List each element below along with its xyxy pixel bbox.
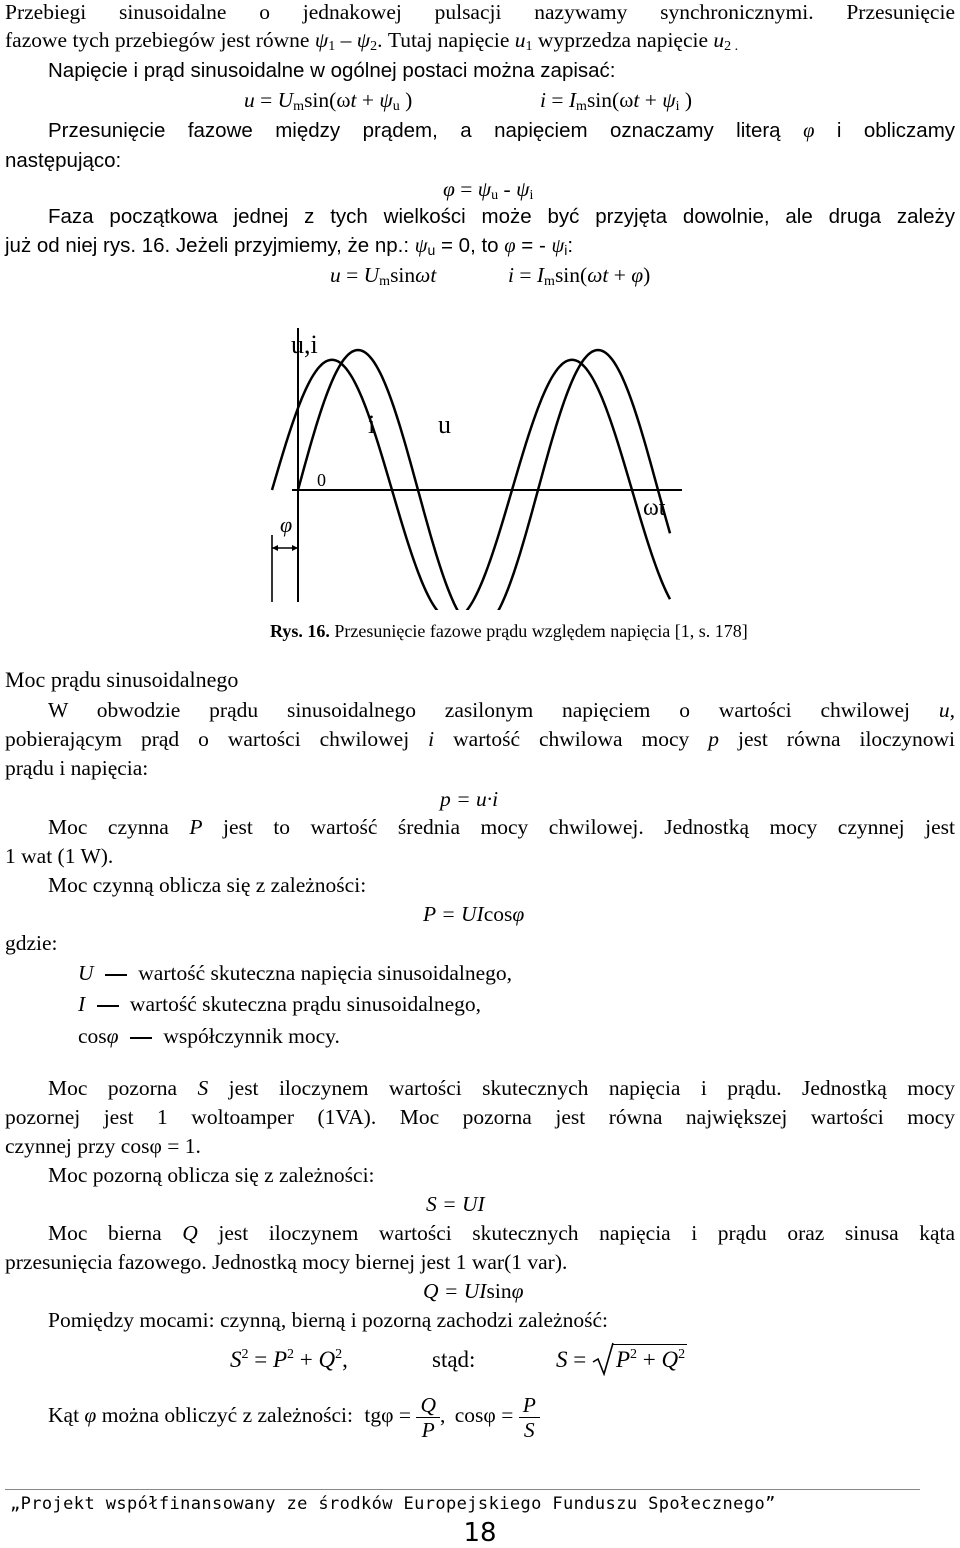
apparent-line3: czynnej przy cosφ = 1.: [5, 1134, 201, 1158]
page-number: 18: [463, 1518, 497, 1548]
reactive-line1: Moc bierna Q jest iloczynem wartości skutecznych napięcia i prądu oraz sinusa kąta: [48, 1221, 955, 1245]
apparent-line2: pozornej jest 1 woltoamper (1VA). Moc pozorna jest równa największej wartości mocy: [5, 1105, 955, 1129]
tg-fraction: $\frac{Q}{P}$: [416, 1393, 440, 1442]
footer-rule: [5, 1489, 920, 1490]
intro-line-6: następująco:: [5, 149, 122, 172]
phi-arrowhead-left: [272, 545, 278, 551]
current-curve: [272, 360, 670, 610]
intro-line-3: Napięcie i prąd sinusoidalne w ogólnej postaci można zapisać:: [48, 59, 616, 82]
sqrt: $P^2 + Q^2$: [592, 1346, 687, 1374]
power-p1-line1: W obwodzie prądu sinusoidalnego zasilonym napięciem o wartości chwilowej u,: [48, 698, 955, 722]
def-cos: cosφ współczynnik mocy.: [78, 1024, 340, 1048]
dash: [97, 1005, 119, 1007]
relation-intro: Pomiędzy mocami: czynną, bierną i pozorną zachodzi zależność:: [48, 1308, 608, 1332]
x-axis-label: ωt: [643, 495, 666, 521]
apparent-line1: Moc pozorna S jest iloczynem wartości skutecznych napięcia i prądu. Jednostką mocy: [48, 1076, 956, 1100]
formula-apparent-power: S = UI: [426, 1192, 485, 1216]
apparent-intro: Moc pozorną oblicza się z zależności:: [48, 1163, 375, 1187]
reactive-line2: przesunięcia fazowego. Jednostką mocy biernej jest 1 war(1 var).: [5, 1250, 568, 1274]
sqrt-sign: [592, 1342, 614, 1376]
voltage-curve: [298, 350, 670, 610]
origin-label: 0: [317, 470, 326, 490]
stad-label: stąd:: [432, 1347, 476, 1372]
gdzie-label: gdzie:: [5, 931, 58, 955]
formula-S-sqrt: S = $P^2 + Q^2$: [556, 1346, 687, 1374]
dash: [130, 1037, 152, 1039]
power-p1-line3: prądu i napięcia:: [5, 756, 149, 780]
angle-formulas: Kąt φ można obliczyć z zależności: tgφ = $\frac{Q}{P}$ , cosφ = $\frac{P}{S}$: [48, 1385, 540, 1445]
intro-line-8: Faza początkowa jednej z tych wielkości może być przyjęta dowolnie, ale druga zależy: [48, 205, 955, 228]
current-label: i: [368, 410, 376, 439]
voltage-label: u: [438, 410, 451, 439]
phase-shift-figure: [270, 320, 690, 610]
figure-caption: Rys. 16. Przesunięcie fazowe prądu względem napięcia [1, s. 178]: [270, 621, 748, 641]
section-heading: Moc prądu sinusoidalnego: [5, 667, 239, 692]
formula-power-triangle: $S^2 = P^2 + Q^2$,: [230, 1347, 348, 1372]
intro-line-5: Przesunięcie fazowe między prądem, a napięciem oznaczamy literą φ i obliczamy: [48, 119, 956, 142]
intro-line-1: Przebiegi sinusoidalne o jednakowej pulsacji nazywamy synchronicznymi. Przesunięcie: [5, 0, 955, 24]
formula-instant-power: p = u·i: [440, 787, 499, 811]
dash: [105, 974, 127, 976]
power-p3: Moc czynną oblicza się z zależności:: [48, 873, 367, 897]
phi-label: φ: [280, 512, 293, 537]
formula-active-power: P = UIcosφ: [423, 902, 525, 926]
formula-phi: $\varphi = \psi_u - \psi_i$: [443, 177, 534, 203]
formula-u-specific: $u = U_m\sin\omega t$: [330, 263, 437, 289]
formula-i-general: $i = I_m\sin(\omega t + \psi_i$ ): [540, 88, 693, 114]
cos-fraction: $\frac{P}{S}$: [519, 1393, 540, 1442]
intro-line-2: fazowe tych przebiegów jest równe $\psi_1 - \psi_2$. Tutaj napięcie $u_1$ wyprzedza napięcie $u_{2 .}$: [5, 28, 739, 54]
formula-reactive-power: Q = UIsinφ: [423, 1279, 524, 1303]
power-p1-line2: pobierającym prąd o wartości chwilowej i wartość chwilowa mocy p jest równa iloczynowi: [5, 727, 956, 751]
power-p2-line2: 1 wat (1 W).: [5, 844, 114, 868]
intro-line-9: już od niej rys. 16. Jeżeli przyjmiemy, że np.: $\psi_u = 0$, to φ = - $\psi_i$:: [5, 234, 574, 258]
footer-text: „Projekt współfinansowany ze środków Europejskiego Funduszu Społecznego”: [10, 1494, 776, 1514]
formula-i-specific: $i = I_m\sin(\omega t + \varphi)$: [508, 263, 651, 289]
def-I: I wartość skuteczna prądu sinusoidalnego,: [78, 992, 481, 1016]
formula-u-general: $u = U_m\sin(\omega t + \psi_u$ ): [244, 88, 413, 114]
y-axis-label: u,i: [291, 330, 318, 359]
power-p2-line1: Moc czynna P jest to wartość średnia mocy chwilowej. Jednostką mocy czynnej jest: [48, 815, 956, 839]
def-U: U wartość skuteczna napięcia sinusoidalnego,: [78, 961, 513, 985]
